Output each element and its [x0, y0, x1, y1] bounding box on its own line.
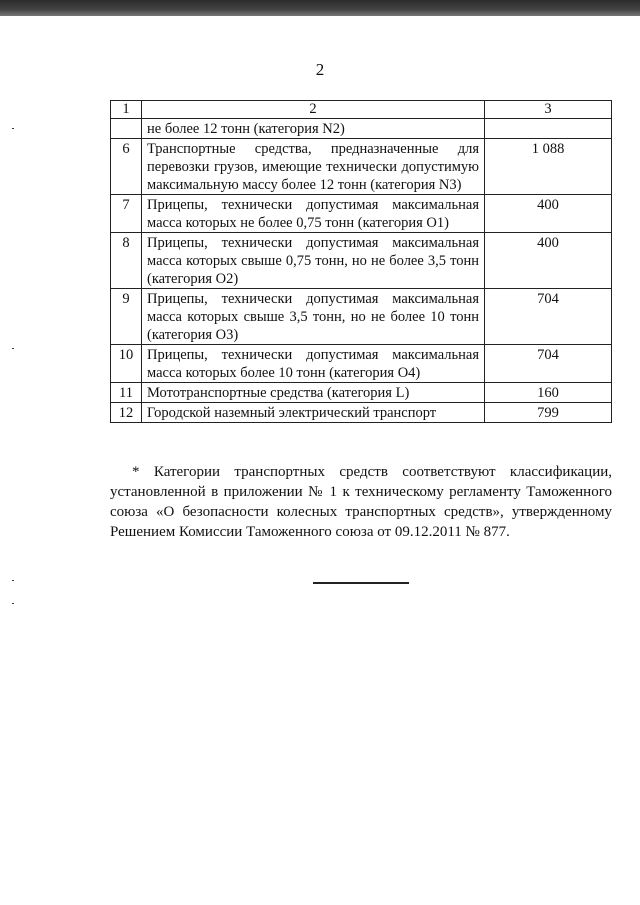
row-description: Транспортные средства, предназначенные для перевозки грузов, имеющие технически допустимую максимальную массу более 12 тонн (категория N3)	[142, 139, 485, 195]
column-header-number: 1	[111, 101, 142, 119]
category-footnote: * Категории транспортных средств соответствуют классификации, установленной в приложении № 1 к техническому регламенту Таможенного союза «О безопасности колесных транспортных средств», утвержденному Решением Комиссии Таможенного союза от 09.12.2011 № 877.	[110, 464, 612, 540]
row-description: Прицепы, технически допустимая максимальная масса которых не более 0,75 тонн (категория O1)	[142, 195, 485, 233]
column-header-description: 2	[142, 101, 485, 119]
row-number: 12	[111, 403, 142, 423]
table-header-row	[111, 101, 612, 119]
row-description: Прицепы, технически допустимая максимальная масса которых свыше 3,5 тонн, но не более 10 тонн (категория O3)	[142, 289, 485, 345]
row-number: 8	[111, 233, 142, 289]
row-description: Прицепы, технически допустимая максимальная масса которых более 10 тонн (категория O4)	[142, 345, 485, 383]
row-number: 10	[111, 345, 142, 383]
row-value	[485, 119, 612, 139]
table-row	[111, 139, 612, 195]
row-value: 704	[485, 289, 612, 345]
row-number: 7	[111, 195, 142, 233]
scan-top-border	[0, 0, 640, 16]
end-of-document-rule	[313, 582, 409, 584]
row-value: 799	[485, 403, 612, 423]
margin-mark	[12, 580, 14, 581]
page-number: 2	[315, 60, 325, 79]
row-number: 6	[111, 139, 142, 195]
row-description: не более 12 тонн (категория N2)	[142, 119, 485, 139]
table-row	[111, 403, 612, 423]
margin-mark	[12, 348, 14, 349]
row-value: 704	[485, 345, 612, 383]
row-value: 1 088	[485, 139, 612, 195]
margin-mark	[12, 603, 14, 604]
column-header-value: 3	[485, 101, 612, 119]
row-description: Городской наземный электрический транспорт	[142, 403, 485, 423]
table-row	[111, 345, 612, 383]
vehicle-category-table	[110, 100, 612, 423]
row-value: 160	[485, 383, 612, 403]
table-row	[111, 119, 612, 139]
margin-mark	[12, 128, 14, 129]
row-description: Мототранспортные средства (категория L)	[142, 383, 485, 403]
table-row	[111, 289, 612, 345]
table-row	[111, 383, 612, 403]
table-row	[111, 233, 612, 289]
table-row	[111, 195, 612, 233]
row-number: 9	[111, 289, 142, 345]
row-description: Прицепы, технически допустимая максимальная масса которых свыше 0,75 тонн, но не более 3,5 тонн (категория O2)	[142, 233, 485, 289]
row-number	[111, 119, 142, 139]
row-value: 400	[485, 233, 612, 289]
row-value: 400	[485, 195, 612, 233]
row-number: 11	[111, 383, 142, 403]
